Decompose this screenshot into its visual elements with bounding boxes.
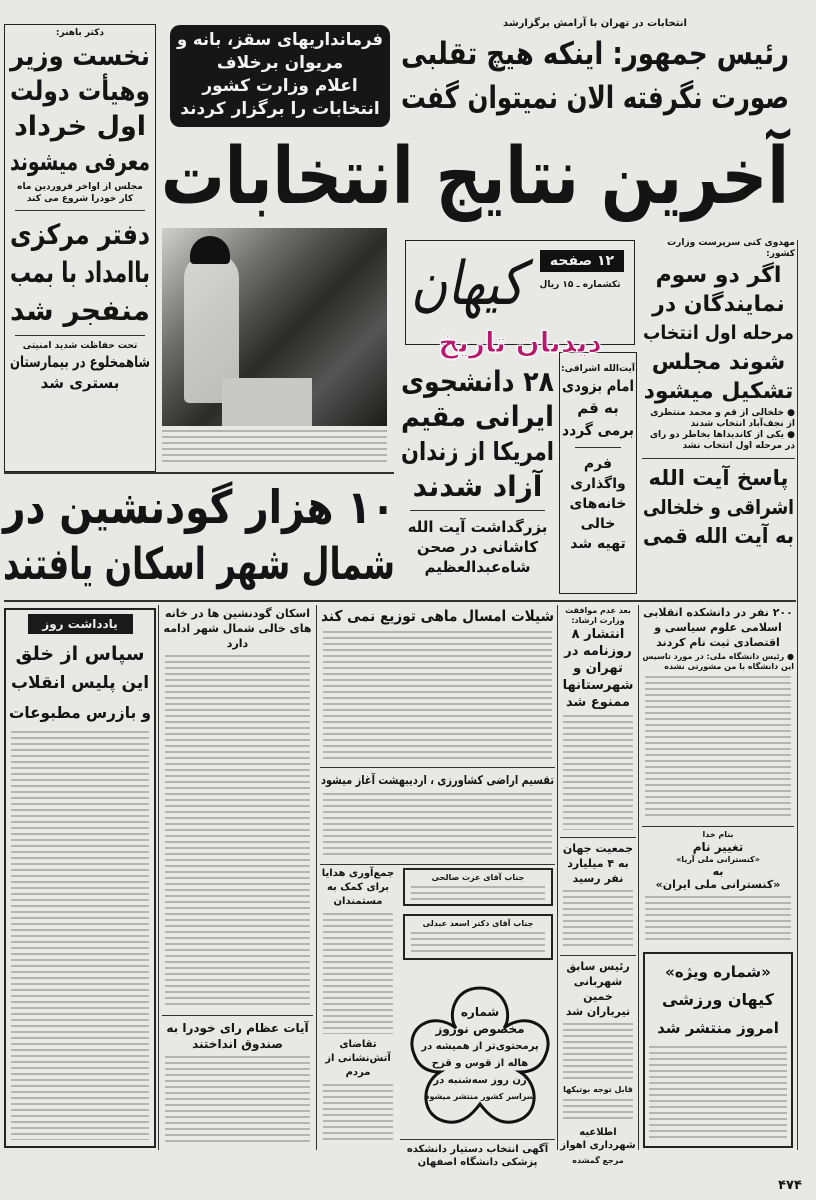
subheadline-2: صورت نگرفته الان نمیتوان گفت bbox=[401, 80, 789, 116]
headline-line: ۲۸ دانشجوی bbox=[401, 365, 554, 398]
boutiques-ad: قابل توجه بوتیکها bbox=[563, 1085, 633, 1094]
housing-body bbox=[165, 655, 310, 1007]
firefighters-headline: تقاضای آتش‌نشانی از مردم bbox=[325, 1038, 391, 1078]
kayhan-logo: کیهان bbox=[411, 249, 524, 319]
headline-line: شوند مجلس bbox=[651, 349, 786, 375]
rename-body bbox=[645, 896, 791, 944]
left-column bbox=[6, 28, 154, 470]
ad-title: جناب آقای دکتر اسعد عبدلی bbox=[422, 919, 534, 928]
khomein-body bbox=[563, 1023, 633, 1081]
headline-line: تشکیل میشود bbox=[643, 378, 794, 404]
university-headline: ۲۰۰ نفر در دانشکده انقلابی اسلامی علوم سیاسی و اقتصادی ثبت نام کردند bbox=[643, 606, 793, 649]
university-bullet: ● رئیس دانشگاه ملی: در مورد تاسیس این دانشگاه با من مشورتی نشده bbox=[642, 652, 794, 671]
condolence-ad-2 bbox=[403, 914, 553, 960]
photo-voting bbox=[162, 228, 387, 426]
university-body bbox=[645, 676, 791, 819]
bullet-text: یکی از کاندیداها بخاطر دو رای در مرحله اول انتخاب نشد bbox=[649, 430, 795, 452]
headline-line: اشراقی و خلخالی bbox=[643, 494, 794, 519]
headline-line: کیهان ورزشی bbox=[662, 990, 774, 1009]
bullet-text: رئیس دانشگاه ملی: در مورد تاسیس این دانشگاه با من مشورتی نشده bbox=[642, 652, 794, 671]
nowruz-ad bbox=[418, 1004, 542, 1104]
headline-line: و بازرس مطبوعات bbox=[9, 703, 152, 722]
fisheries-headline: شیلات امسال ماهی توزیع نمی کند bbox=[321, 607, 554, 625]
housing-column bbox=[162, 606, 313, 1148]
headline-line: «شماره ویژه» bbox=[665, 963, 771, 981]
ad-line: سراسر کشور منتشر میشود bbox=[425, 1092, 535, 1101]
ad-line: زن روز سه‌شنبه در bbox=[433, 1075, 527, 1086]
headline-line: واگذاری bbox=[570, 476, 626, 493]
black-box-line: مریوان برخلاف bbox=[216, 53, 344, 73]
papers-column bbox=[560, 606, 636, 1166]
editorial-label: یادداشت روز bbox=[28, 614, 133, 634]
bullet: ● یکی از کاندیداها بخاطر دو رای در مرحله اول انتخاب نشد bbox=[649, 430, 795, 452]
headline-line: امروز منتشر شد bbox=[657, 1019, 779, 1037]
headline-line: باامداد با بمب bbox=[10, 255, 150, 289]
fisheries-body bbox=[323, 631, 552, 760]
top-headline-block bbox=[400, 16, 790, 120]
papers-headline: انتشار ۸ روزنامه در تهران و شهرستانها ممنوع شد bbox=[562, 627, 634, 710]
boutiques-body bbox=[563, 1099, 633, 1122]
right-kicker: مهدوی کنی سرپرست وزارت کشور: bbox=[667, 238, 795, 260]
ad-line: پرمحتوی‌تر از همیشه در bbox=[421, 1041, 539, 1052]
headline-line: منفجر شد bbox=[10, 293, 150, 327]
headline-line: شمال شهر اسکان یافتند bbox=[3, 539, 395, 590]
papers-body bbox=[563, 715, 633, 830]
papers-kicker: بعد عدم موافقت وزارت ارشاد: bbox=[565, 606, 631, 625]
housing-headline: اسکان گودنشین ها در خانه های خالی شمال شهر ادامه دارد bbox=[163, 607, 312, 650]
black-box-line: اعلام وزارت کشور bbox=[202, 76, 358, 96]
headline-line: برمی گردد bbox=[562, 421, 634, 440]
isfahan-ad: آگهی انتخاب دستیار دانشکده پزشکی دانشگاه اصفهان bbox=[406, 1144, 549, 1168]
editorial-body bbox=[11, 731, 149, 1140]
rename-from: «کنسترانی ملی آریا» bbox=[676, 854, 760, 864]
watermark: دیدبان تاریخ bbox=[438, 326, 602, 359]
headline-line: بزرگداشت آیت الله bbox=[407, 518, 548, 536]
headline-line: شاهمخلوع در بیمارستان bbox=[10, 353, 150, 371]
land-body bbox=[323, 793, 552, 858]
headline-line: آزاد شدند bbox=[412, 470, 543, 503]
rename-headline: تغییر نام bbox=[692, 839, 744, 854]
population-headline: جمعیت جهان به ۴ میلیارد نفر رسید bbox=[562, 842, 634, 885]
headline-line: پاسخ آیت الله bbox=[648, 465, 789, 490]
headline-line: به آیت الله قمی bbox=[643, 523, 794, 548]
headline-line: خانه‌های bbox=[569, 496, 627, 513]
ad-line: هاله از قوس و قزح bbox=[431, 1058, 529, 1069]
page-number: ۴۷۴ bbox=[778, 1178, 802, 1193]
right-column-top bbox=[642, 238, 795, 592]
headline-line: این پلیس انقلاب bbox=[10, 673, 150, 693]
headline-line: امریکا از زندان bbox=[401, 437, 554, 466]
headline-line: امام بزودی bbox=[562, 377, 634, 396]
university-rename-column bbox=[642, 605, 794, 947]
bullet-text: خلخالی از قم و محمد منتظری از نجف‌آباد انتخاب شدند bbox=[650, 407, 795, 429]
black-box-headline bbox=[170, 25, 390, 127]
sport-special-body bbox=[649, 1046, 787, 1140]
sport-special-column bbox=[646, 958, 790, 1144]
population-body bbox=[563, 890, 633, 948]
firefighters-body bbox=[323, 1084, 393, 1144]
photo-caption bbox=[162, 430, 387, 466]
left-kicker: دکتر باهنر: bbox=[55, 28, 105, 38]
headline-line: فرم bbox=[583, 456, 613, 473]
shah-kicker: تحت حفاظت شدید امنیتی bbox=[22, 340, 138, 351]
headline-line: کاشانی در صحن bbox=[416, 538, 539, 556]
headline-line: دفتر مرکزی bbox=[9, 217, 150, 251]
headline-line: نخست وزیر bbox=[10, 41, 151, 73]
imam-kicker: آیت‌الله اشراقی: bbox=[561, 364, 635, 374]
bullet: ● خلخالی از قم و محمد منتظری از نجف‌آباد انتخاب شدند bbox=[650, 407, 795, 429]
donations-headline: جمع‌آوری هدایا برای کمک به مستمندان bbox=[321, 868, 395, 907]
editorial-column bbox=[8, 614, 152, 1144]
condolence-ad-1 bbox=[403, 868, 553, 906]
headline-line: نمایندگان در bbox=[652, 291, 785, 317]
headline-line: تهیه شد bbox=[570, 536, 626, 553]
headline-line: خالی bbox=[580, 516, 616, 533]
land-headline: تقسیم اراضی کشاورزی ، اردیبهشت آغاز میشود bbox=[321, 773, 554, 788]
ad-line: مخصوص نوروز bbox=[435, 1022, 525, 1036]
lost-notice: مرجع گمشده bbox=[572, 1156, 624, 1165]
headline-line: ایرانی مقیم bbox=[401, 400, 554, 433]
ad-title: جناب آقای عزت صالحی bbox=[431, 873, 525, 882]
pm-bullet: مجلس از اواخر فروردین ماه کار خودرا شروع می کند bbox=[17, 182, 143, 204]
page-count-badge: ۱۲ صفحه bbox=[540, 250, 624, 272]
headline-line: وهیأت دولت bbox=[9, 76, 150, 108]
ayatollahs-vote-headline: آیات عظام رای خودرا به صندوق انداختند bbox=[166, 1021, 309, 1051]
khomein-headline: رئیس سابق شهربانی خمین تیرباران شد bbox=[565, 959, 631, 1018]
headline-line: به قم bbox=[577, 399, 619, 418]
black-box-line: انتخابات را برگزار کردند bbox=[180, 99, 380, 119]
headline-line: اگر دو سوم bbox=[655, 262, 782, 288]
rename-kicker: بنام خدا bbox=[702, 829, 734, 839]
rename-to-word: به bbox=[712, 864, 724, 878]
fisheries-land-column bbox=[320, 605, 555, 862]
kicker: انتخابات در تهران با آرامش برگزارشد bbox=[503, 18, 687, 29]
headline-line: ۱۰ هزار گودنشین در bbox=[3, 480, 395, 534]
headline-line: بستری شد bbox=[40, 374, 120, 392]
subheadline-1: رئیس جمهور: اینکه هیچ تقلبی bbox=[401, 36, 789, 72]
donations-body bbox=[323, 913, 393, 1034]
rename-to: «کنسترانی ملی ایران» bbox=[655, 877, 781, 891]
ahvaz-notice: اطلاعیه شهرداری اهواز bbox=[560, 1127, 636, 1151]
students-column bbox=[400, 364, 555, 594]
black-box-line: فرمانداریهای سقز، بانه و bbox=[177, 30, 383, 50]
headline-line: معرفی میشوند bbox=[9, 147, 150, 177]
price: تکشماره ـ ۱۵ ریال bbox=[539, 280, 621, 290]
donations-column bbox=[320, 867, 396, 1148]
headline-line: اول خرداد bbox=[13, 111, 147, 143]
headline-line: شاه‌عبدالعظیم bbox=[424, 558, 531, 576]
ad-line: شماره bbox=[460, 1005, 500, 1019]
imam-column bbox=[561, 364, 635, 592]
main-headline: آخرین نتایج انتخابات bbox=[161, 132, 790, 222]
headline-line: مرحله اول انتخاب bbox=[643, 321, 794, 344]
headline-line: سپاس از خلق bbox=[15, 643, 145, 665]
ayatollahs-vote-body bbox=[165, 1056, 310, 1144]
slum-dwellers-headline bbox=[2, 478, 396, 594]
